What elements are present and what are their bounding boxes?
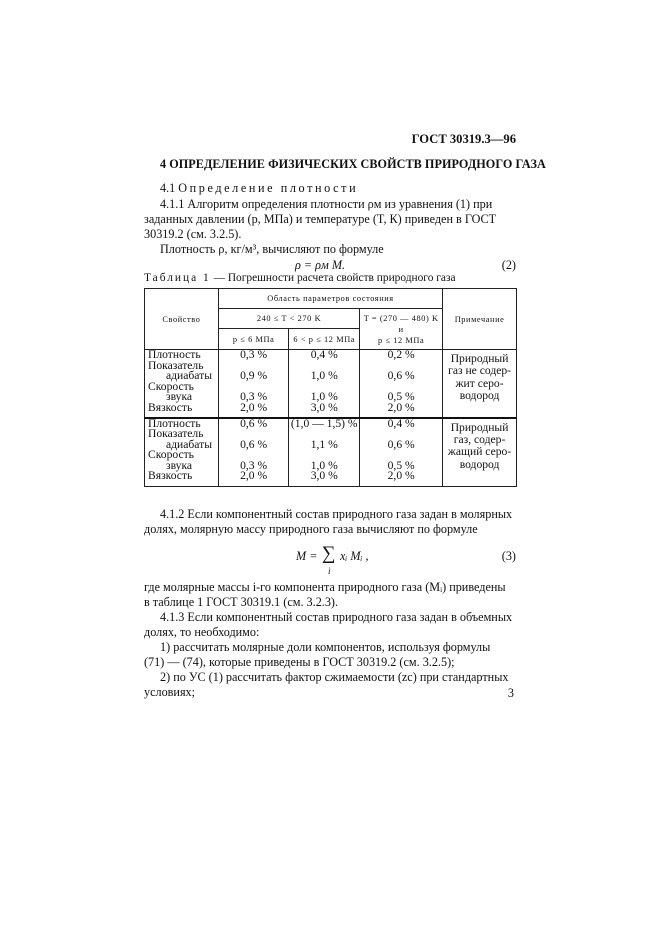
value-column-3 xyxy=(360,418,443,487)
property-adiabatic-cont: адиабаты xyxy=(166,437,212,451)
formula-3-lhs: M = xyxy=(296,549,318,563)
value-column-1 xyxy=(218,350,288,418)
table-cell: 0,6 % xyxy=(387,369,415,383)
header-area: Область параметров состояния xyxy=(218,289,442,309)
value-column-2 xyxy=(289,350,360,418)
list-item-line: 1) рассчитать молярные доли компонентов, используя формулы xyxy=(160,640,491,654)
table-cell: 0,9 % xyxy=(240,369,268,383)
table-cell: 0,3 % xyxy=(240,458,268,472)
header-pressure-1: p ≤ 6 МПа xyxy=(218,329,288,350)
properties-error-table xyxy=(144,288,517,487)
list-item-line: 2) по УС (1) рассчитать фактор сжимаемости (zc) при стандартных xyxy=(160,670,509,684)
formula-2: ρ = ρм M. xyxy=(295,258,346,272)
note-line: Природный xyxy=(450,352,509,365)
list-item-line: (71) — (74), которые приведены в ГОСТ 30319.2 (см. 3.2.5); xyxy=(144,655,455,669)
section-title: 4 ОПРЕДЕЛЕНИЕ ФИЗИЧЕСКИХ СВОЙСТВ ПРИРОДНОГО ГАЗА xyxy=(160,157,546,171)
table-cell: 0,3 % xyxy=(240,390,268,404)
value-column-2 xyxy=(289,418,360,487)
sigma-index: i xyxy=(328,566,331,576)
subsection-title: Определение плотности xyxy=(178,181,359,195)
subsection-heading xyxy=(160,181,358,195)
header-property: Свойство xyxy=(145,289,219,350)
table-cell: 2,0 % xyxy=(240,469,268,483)
note-line: Природный xyxy=(450,420,509,434)
paragraph-line: 4.1.2 Если компонентный состав природного газа задан в молярных xyxy=(160,507,513,521)
property-sound-speed: Скорость xyxy=(148,379,194,393)
paragraph-line: заданных давлении (p, МПа) и температуре (T, К) приведен в ГОСТ xyxy=(144,212,497,226)
document-code: ГОСТ 30319.3—96 xyxy=(411,132,516,146)
note-cell xyxy=(443,418,517,487)
paragraph-line: долях, то необходимо: xyxy=(144,625,260,639)
table-cell: 0,4 % xyxy=(310,348,338,361)
table-cell: 0,4 % xyxy=(387,416,415,430)
sigma-symbol: ∑ xyxy=(322,543,336,564)
paragraph-line: в таблице 1 ГОСТ 30319.1 (см. 3.2.3). xyxy=(144,595,339,609)
table-caption-label: Таблица 1 xyxy=(144,272,211,284)
header-note: Примечание xyxy=(443,289,517,350)
property-density: Плотность xyxy=(148,348,201,361)
table-cell: 2,0 % xyxy=(387,469,415,483)
property-adiabatic: Показатель xyxy=(148,427,204,441)
table-cell: 3,0 % xyxy=(310,469,338,483)
note-cell xyxy=(443,350,517,418)
property-sound-speed-cont: звука xyxy=(166,390,193,404)
table-cell: 0,6 % xyxy=(240,416,268,430)
note-line: жит серо- xyxy=(455,376,504,390)
paragraph-line: Плотность ρ, кг/м³, вычисляют по формуле xyxy=(160,242,384,256)
header-range-2 xyxy=(360,309,443,350)
table-cell: 2,0 % xyxy=(387,400,415,414)
property-list xyxy=(145,350,219,418)
property-list xyxy=(145,418,219,487)
subsection-number: 4.1 xyxy=(160,181,176,195)
table-cell: 0,3 % xyxy=(240,348,268,361)
formula-number: (2) xyxy=(501,258,516,272)
table-caption xyxy=(144,271,456,285)
table-cell: 0,6 % xyxy=(387,437,415,451)
note-line: водород xyxy=(459,389,500,403)
table-caption-text: — Погрешности расчета свойств природного газа xyxy=(213,272,456,284)
header-range-2-line: T = (270 — 480) K xyxy=(363,313,439,323)
table-cell: 2,0 % xyxy=(240,400,268,414)
property-adiabatic-cont: адиабаты xyxy=(166,369,212,383)
table-cell: 1,1 % xyxy=(310,437,338,451)
table-cell: 1,0 % xyxy=(310,390,338,404)
property-viscosity: Вязкость xyxy=(148,469,193,483)
paragraph-line: долях, молярную массу природного газа вычисляют по формуле xyxy=(144,522,478,536)
note-line: жащий серо- xyxy=(447,445,512,459)
table-cell: 1,0 % xyxy=(310,369,338,383)
property-density: Плотность xyxy=(148,416,201,430)
header-range-2-line: и xyxy=(398,324,404,334)
table-cell: 0,6 % xyxy=(240,437,268,451)
paragraph-line: 30319.2 (см. 3.2.5). xyxy=(144,227,242,241)
paragraph-line: где молярные массы i-го компонента природного газа (Mᵢ) приведены xyxy=(144,580,506,594)
header-range-2-line: p ≤ 12 МПа xyxy=(378,335,425,345)
page-number: 3 xyxy=(507,686,514,700)
list-item-line: условиях; xyxy=(144,685,196,699)
formula-3-rhs: xᵢ Mᵢ , xyxy=(340,549,369,563)
table-cell: 0,5 % xyxy=(387,390,415,404)
note-line: газ не содер- xyxy=(448,364,512,378)
paragraph-line: 4.1.1 Алгоритм определения плотности ρм из уравнения (1) при xyxy=(160,197,493,211)
property-sound-speed-cont: звука xyxy=(166,458,193,472)
table-cell: (1,0 — 1,5) % xyxy=(290,416,358,430)
table-cell: 3,0 % xyxy=(310,400,338,414)
table-cell: 0,2 % xyxy=(387,348,415,361)
property-sound-speed: Скорость xyxy=(148,448,194,462)
value-column-3 xyxy=(360,350,443,418)
value-column-1 xyxy=(218,418,288,487)
table-cell: 0,5 % xyxy=(387,458,415,472)
formula-number: (3) xyxy=(501,549,516,563)
property-adiabatic: Показатель xyxy=(148,358,204,372)
note-line: водород xyxy=(459,457,500,471)
header-pressure-2: 6 < p ≤ 12 МПа xyxy=(289,329,360,350)
property-viscosity: Вязкость xyxy=(148,400,193,414)
header-range-1: 240 ≤ T < 270 K xyxy=(218,309,359,329)
note-line: газ, содер- xyxy=(453,432,506,446)
table-cell: 1,0 % xyxy=(310,458,338,472)
paragraph-line: 4.1.3 Если компонентный состав природного газа задан в объемных xyxy=(160,610,513,624)
